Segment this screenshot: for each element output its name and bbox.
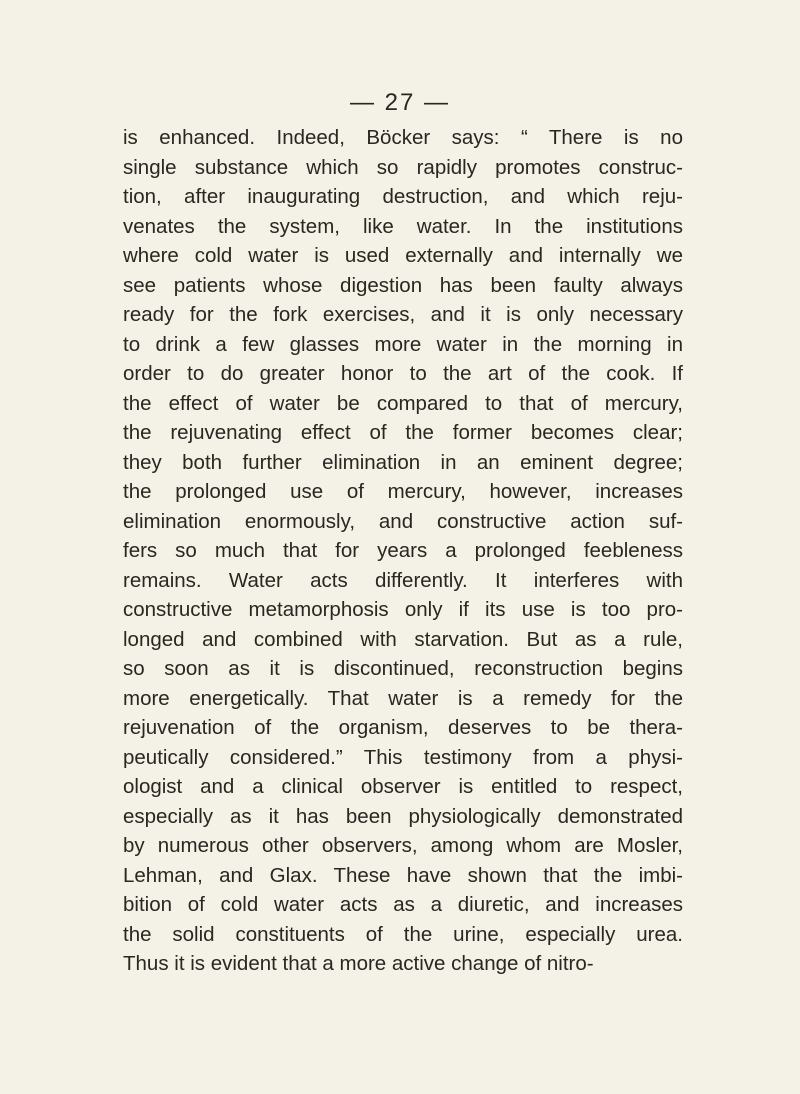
text-line: Lehman, and Glax. These have shown that the imbi- — [123, 863, 683, 887]
text-line: the effect of water be compared to that of mercury, — [123, 391, 683, 415]
text-line: peutically considered.” This testimony from a physi- — [123, 745, 683, 769]
text-line: more energetically. That water is a remedy for the — [123, 686, 683, 710]
text-line: tion, after inaugurating destruction, and which reju- — [123, 185, 683, 208]
text-line: venates the system, like water. In the institutions — [123, 214, 683, 238]
text-line: the rejuvenating effect of the former becomes clear; — [123, 421, 683, 444]
text-line: longed and combined with starvation. But as a rule, — [123, 627, 683, 651]
text-line: especially as it has been physiologically demonstrated — [123, 804, 683, 828]
text-line: see patients whose digestion has been faulty always — [123, 273, 683, 297]
text-line: bition of cold water acts as a diuretic, and increases — [123, 893, 683, 916]
text-line: the prolonged use of mercury, however, increases — [123, 480, 683, 503]
text-line: Thus it is evident that a more active change of nitro- — [123, 952, 594, 975]
text-line: the solid constituents of the urine, especially urea. — [123, 922, 683, 946]
text-line: they both further elimination in an eminent degree; — [123, 450, 683, 474]
text-line: constructive metamorphosis only if its use is too pro- — [123, 598, 683, 621]
text-line: is enhanced. Indeed, Böcker says: “ There is no — [123, 126, 683, 149]
body-text — [123, 123, 683, 979]
page-number: — 27 — — [349, 89, 451, 116]
text-line: order to do greater honor to the art of the cook. If — [123, 362, 683, 385]
text-line: where cold water is used externally and internally we — [123, 244, 683, 267]
text-line: single substance which so rapidly promotes construc- — [123, 155, 683, 179]
text-line: to drink a few glasses more water in the morning in — [123, 332, 683, 356]
text-line: by numerous other observers, among whom are Mosler, — [123, 834, 683, 857]
text-line: fers so much that for years a prolonged feebleness — [123, 539, 683, 562]
text-line: ologist and a clinical observer is entitled to respect, — [123, 775, 683, 798]
text-line: so soon as it is discontinued, reconstruction begins — [123, 657, 683, 680]
text-line: elimination enormously, and constructive action suf- — [123, 509, 683, 533]
text-line: ready for the fork exercises, and it is only necessary — [123, 303, 683, 326]
text-line: rejuvenation of the organism, deserves to be thera- — [123, 716, 683, 739]
text-line: remains. Water acts differently. It interferes with — [123, 568, 683, 592]
